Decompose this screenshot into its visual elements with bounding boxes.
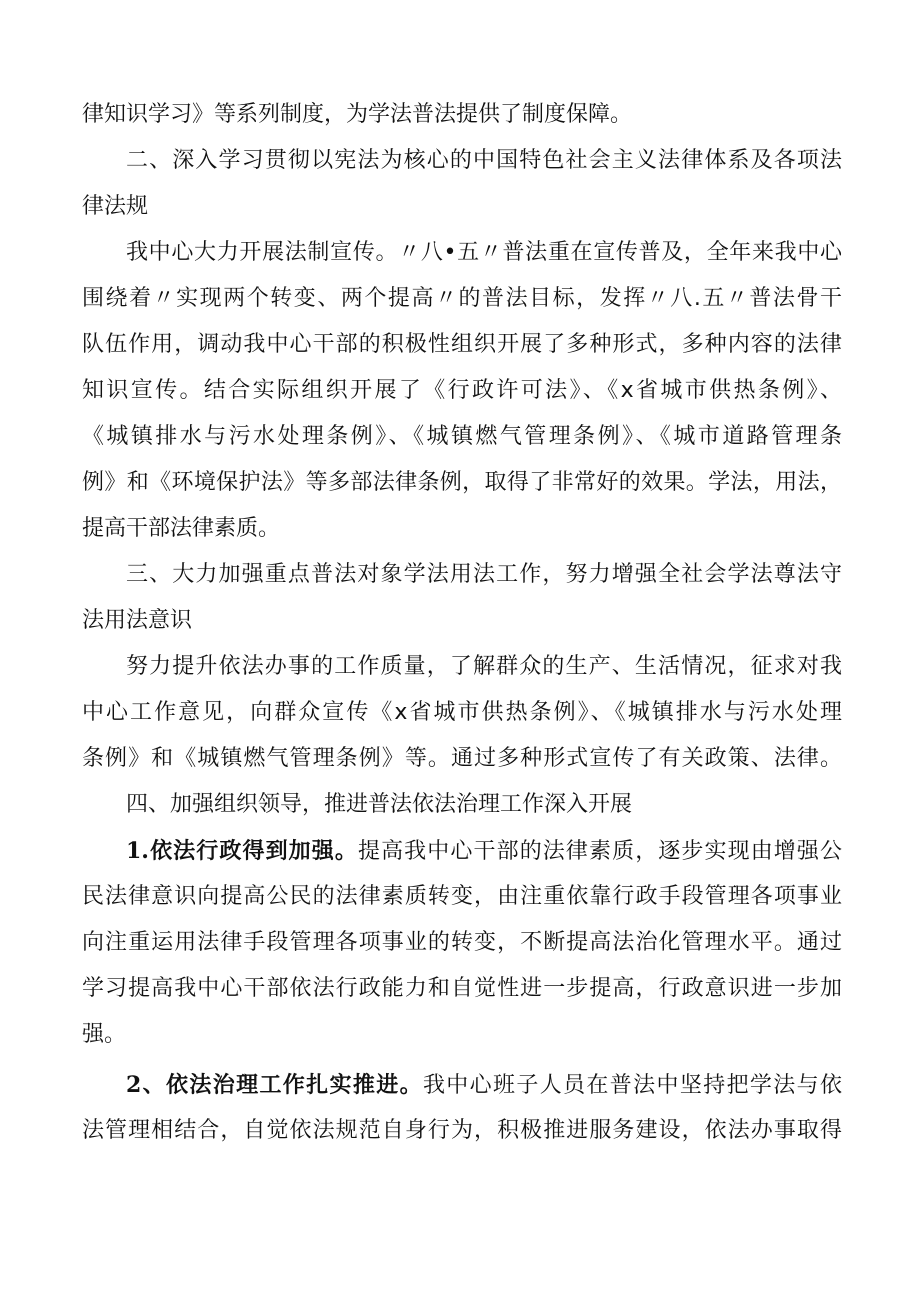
text-line: 例》和《环境保护法》等多部法律条例，取得了非常好的效果。学法，用法， <box>82 470 842 495</box>
text-line: 我中心大力开展法制宣传。〃八•五〃普法重在宣传普及，全年来我中心 <box>126 240 842 265</box>
item2-first-line-text: 我中心班子人员在普法中坚持把学法与依 <box>422 1073 842 1098</box>
item2-heading: 2、依法治理工作扎实推进。 <box>126 1072 423 1098</box>
text-line: 法管理相结合，自觉依法规范自身行为，积极推进服务建设，依法办事取得 <box>82 1118 842 1143</box>
text-line: 努力提升依法办事的工作质量，了解群众的生产、生活情况，征求对我 <box>126 654 842 679</box>
text-line: 向注重运用法律手段管理各项事业的转变，不断提高法治化管理水平。通过 <box>82 930 842 955</box>
item1-first-line <box>82 828 842 874</box>
section-heading-3-cont: 法用法意识 <box>82 608 193 633</box>
text-line: 队伍作用，调动我中心干部的积极性组织开展了多种形式，多种内容的法律 <box>82 332 842 357</box>
section-heading-3: 三、大力加强重点普法对象学法用法工作，努力增强全社会学法尊法守 <box>126 562 842 587</box>
text-line: 围绕着〃实现两个转变、两个提高〃的普法目标，发挥〃八.五〃普法骨干 <box>82 286 842 311</box>
item2-first-line <box>82 1062 842 1108</box>
section-heading-2: 二、深入学习贯彻以宪法为核心的中国特色社会主义法律体系及各项法 <box>126 148 842 173</box>
item1-heading: 1.依法行政得到加强。 <box>126 838 358 864</box>
text-line: 提高干部法律素质。 <box>82 516 281 541</box>
text-line: 学习提高我中心干部依法行政能力和自觉性进一步提高，行政意识进一步加 <box>82 976 842 1001</box>
item1-first-line-text: 提高我中心干部的法律素质，逐步实现由增强公 <box>357 839 842 864</box>
text-line: 知识宣传。结合实际组织开展了《行政许可法》、《x省城市供热条例》、 <box>82 378 842 403</box>
section-heading-2-cont: 律法规 <box>82 194 149 219</box>
section-heading-4: 四、加强组织领导，推进普法依法治理工作深入开展 <box>126 792 633 817</box>
text-line: 强。 <box>82 1022 127 1047</box>
text-line: 《城镇排水与污水处理条例》、《城镇燃气管理条例》、《城市道路管理条 <box>82 424 842 449</box>
text-line: 律知识学习》等系列制度，为学法普法提供了制度保障。 <box>82 102 633 127</box>
document-page <box>82 92 842 1154</box>
text-line: 条例》和《城镇燃气管理条例》等。通过多种形式宣传了有关政策、法律。 <box>82 746 842 771</box>
text-line: 民法律意识向提高公民的法律素质转变，由注重依靠行政手段管理各项事业 <box>82 884 842 909</box>
text-line: 中心工作意见，向群众宣传《x省城市供热条例》、《城镇排水与污水处理 <box>82 700 842 725</box>
